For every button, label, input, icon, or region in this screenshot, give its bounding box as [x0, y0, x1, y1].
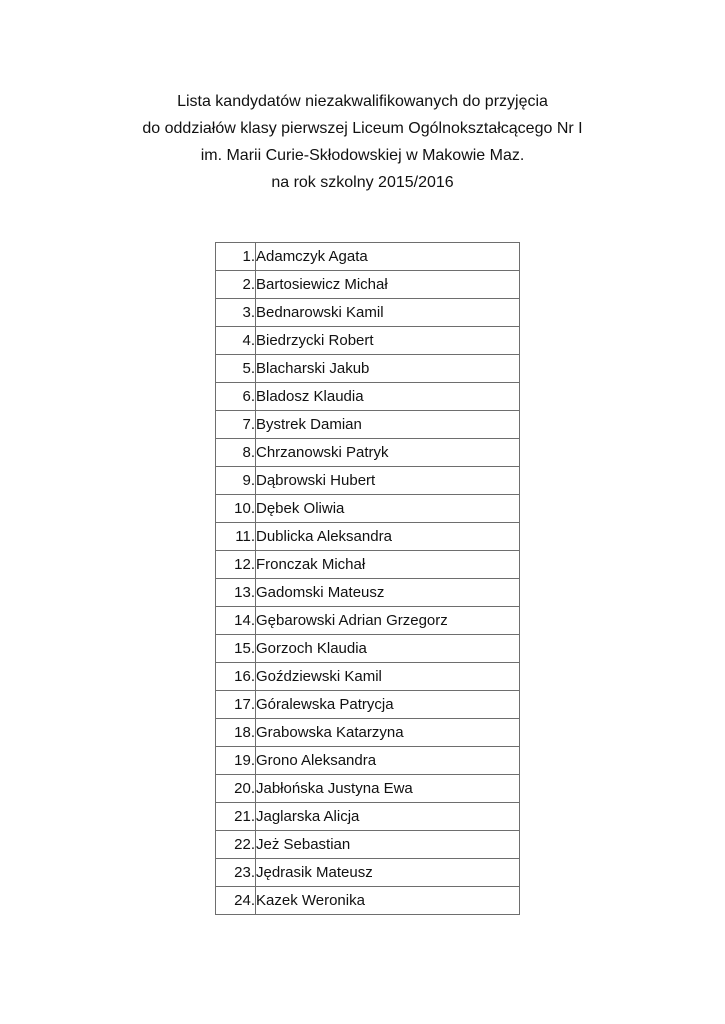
row-number: 15.: [216, 635, 256, 663]
candidate-name: Chrzanowski Patryk: [256, 439, 520, 467]
candidate-name: Bladosz Klaudia: [256, 383, 520, 411]
table-row: [216, 803, 520, 831]
row-number: 7.: [216, 411, 256, 439]
table-row: [216, 243, 520, 271]
row-number: 3.: [216, 299, 256, 327]
row-number: 5.: [216, 355, 256, 383]
row-number: 13.: [216, 579, 256, 607]
row-number: 10.: [216, 495, 256, 523]
candidate-name: Goździewski Kamil: [256, 663, 520, 691]
row-number: 22.: [216, 831, 256, 859]
row-number: 23.: [216, 859, 256, 887]
candidate-name: Dąbrowski Hubert: [256, 467, 520, 495]
row-number: 14.: [216, 607, 256, 635]
table-row: [216, 495, 520, 523]
table-row: [216, 439, 520, 467]
row-number: 20.: [216, 775, 256, 803]
table-row: [216, 411, 520, 439]
title-line-2: do oddziałów klasy pierwszej Liceum Ogólnokształcącego Nr I: [142, 120, 583, 137]
candidate-name: Gorzoch Klaudia: [256, 635, 520, 663]
candidate-name: Jeż Sebastian: [256, 831, 520, 859]
table-row: [216, 523, 520, 551]
candidate-name: Bednarowski Kamil: [256, 299, 520, 327]
candidate-name: Grono Aleksandra: [256, 747, 520, 775]
table-row: [216, 467, 520, 495]
row-number: 19.: [216, 747, 256, 775]
candidates-table: [215, 242, 520, 915]
row-number: 17.: [216, 691, 256, 719]
row-number: 8.: [216, 439, 256, 467]
candidate-name: Adamczyk Agata: [256, 243, 520, 271]
candidate-name: Biedrzycki Robert: [256, 327, 520, 355]
title-line-1: Lista kandydatów niezakwalifikowanych do przyjęcia: [177, 93, 548, 110]
table-row: [216, 747, 520, 775]
candidate-name: Dębek Oliwia: [256, 495, 520, 523]
table-row: [216, 299, 520, 327]
table-row: [216, 607, 520, 635]
table-row: [216, 719, 520, 747]
table-row: [216, 859, 520, 887]
row-number: 9.: [216, 467, 256, 495]
candidate-name: Bystrek Damian: [256, 411, 520, 439]
table-row: [216, 383, 520, 411]
table-row: [216, 663, 520, 691]
row-number: 12.: [216, 551, 256, 579]
candidates-table-container: [215, 242, 725, 915]
table-row: [216, 271, 520, 299]
candidate-name: Gadomski Mateusz: [256, 579, 520, 607]
candidate-name: Jędrasik Mateusz: [256, 859, 520, 887]
candidate-name: Góralewska Patrycja: [256, 691, 520, 719]
row-number: 11.: [216, 523, 256, 551]
candidate-name: Jaglarska Alicja: [256, 803, 520, 831]
table-row: [216, 635, 520, 663]
candidate-name: Kazek Weronika: [256, 887, 520, 915]
candidate-name: Jabłońska Justyna Ewa: [256, 775, 520, 803]
candidate-name: Grabowska Katarzyna: [256, 719, 520, 747]
table-row: [216, 355, 520, 383]
row-number: 18.: [216, 719, 256, 747]
table-row: [216, 327, 520, 355]
row-number: 1.: [216, 243, 256, 271]
title-line-3: im. Marii Curie-Skłodowskiej w Makowie Maz.: [200, 147, 525, 164]
row-number: 2.: [216, 271, 256, 299]
table-row: [216, 887, 520, 915]
row-number: 24.: [216, 887, 256, 915]
candidate-name: Gębarowski Adrian Grzegorz: [256, 607, 520, 635]
table-row: [216, 691, 520, 719]
table-row: [216, 775, 520, 803]
document-title: [0, 88, 725, 196]
table-row: [216, 551, 520, 579]
table-row: [216, 831, 520, 859]
row-number: 16.: [216, 663, 256, 691]
table-row: [216, 579, 520, 607]
candidate-name: Bartosiewicz Michał: [256, 271, 520, 299]
row-number: 6.: [216, 383, 256, 411]
row-number: 21.: [216, 803, 256, 831]
row-number: 4.: [216, 327, 256, 355]
candidate-name: Blacharski Jakub: [256, 355, 520, 383]
candidate-name: Fronczak Michał: [256, 551, 520, 579]
candidate-name: Dublicka Aleksandra: [256, 523, 520, 551]
title-line-4: na rok szkolny 2015/2016: [271, 174, 454, 191]
